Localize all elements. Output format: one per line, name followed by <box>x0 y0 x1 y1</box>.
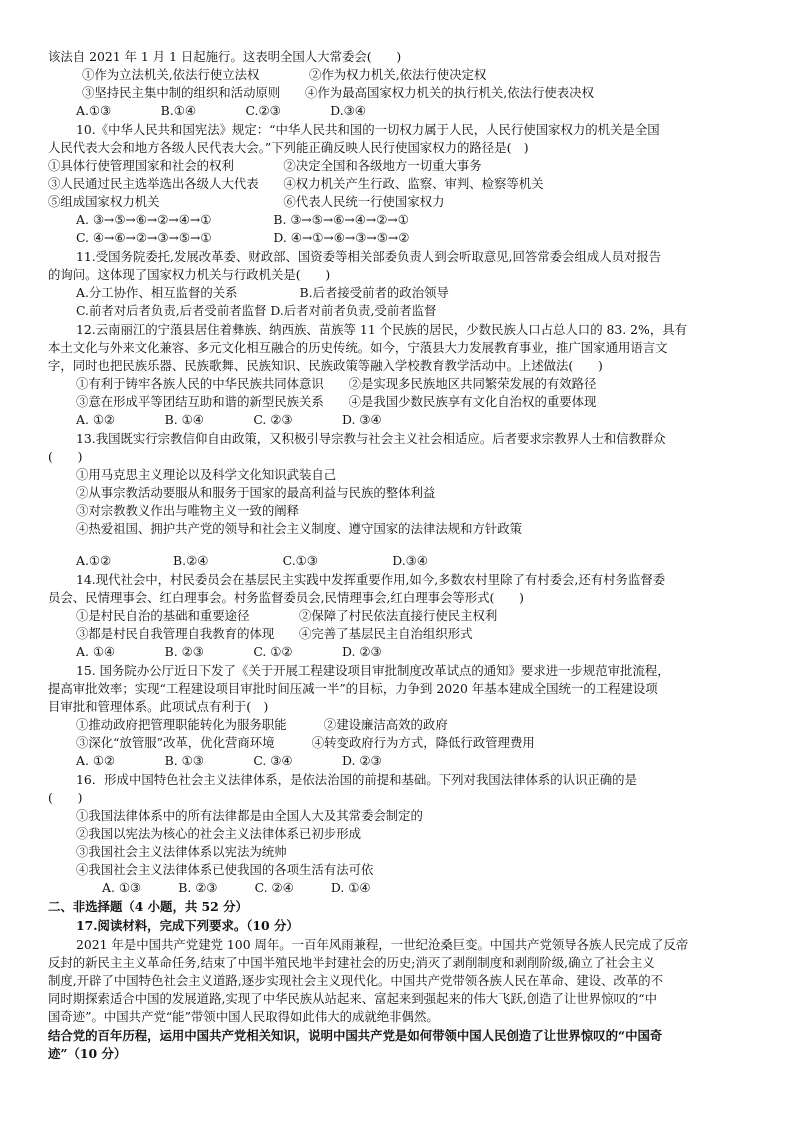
question-9-answers: A.①③ B.①④ C.②③ D.③④ <box>76 103 366 118</box>
question-14-answers: A. ①④ B. ②③ C. ①② D. ②③ <box>76 644 382 659</box>
question-15-stem-3: 目审批和管理体系。此项试点有利于( ) <box>48 699 269 714</box>
question-16-option-2: ②我国以宪法为核心的社会主义法律体系已初步形成 <box>76 826 361 841</box>
question-16-answers: A. ①③ B. ②③ C. ②④ D. ①④ <box>102 880 371 895</box>
question-11-answers-1: A.分工协作、相互监督的关系 B.后者接受前者的政治领导 <box>76 285 449 300</box>
question-9-options-row2: ③坚持民主集中制的组织和活动原则 ④作为最高国家权力机关的执行机关,依法行使表决权 <box>82 85 594 100</box>
question-17-requirement-2: 迹”（10 分） <box>48 1046 127 1061</box>
question-10-answers-2: C. ④→⑥→②→③→⑤→① D. ④→①→⑥→③→⑤→② <box>76 230 410 245</box>
question-15-option-row1: ①推动政府把管理职能转化为服务职能 ②建设廉洁高效的政府 <box>76 717 448 732</box>
question-14-option-row1: ①是村民自治的基础和重要途径 ②保障了村民依法直接行使民主权利 <box>76 608 498 623</box>
question-15-stem-1: 15. 国务院办公厅近日下发了《关于开展工程建设项目审批制度改革试点的通知》要求进一步规范审批流程， <box>76 663 670 678</box>
question-11-stem-2: 的询问。这体现了国家权力机关与行政机关是( ) <box>48 267 331 282</box>
question-14-stem-2: 员会、民情理事会、红白理事会。村务监督委员会,民情理事会,红白理事会等形式( ) <box>48 590 524 605</box>
question-13-option-1: ①用马克思主义理论以及科学文化知识武装自己 <box>76 467 337 482</box>
question-17-material-4: 同时期探索适合中国的发展道路,实现了中华民族从站起来、富起来到强起来的伟大飞跃,创造了让世界惊叹的“中 <box>48 991 657 1006</box>
question-12-answers: A. ①② B. ①④ C. ②③ D. ③④ <box>76 412 382 427</box>
question-9-options-row1: ①作为立法机关,依法行使立法权 ②作为权力机关,依法行使决定权 <box>82 67 487 82</box>
question-15-answers: A. ①② B. ①③ C. ③④ D. ②③ <box>76 753 382 768</box>
question-13-option-4: ④热爱祖国、拥护共产党的领导和社会主义制度、遵守国家的法律法规和方针政策 <box>76 521 523 536</box>
question-15-option-row2: ③深化“放管服”改革，优化营商环境 ④转变政府行为方式，降低行政管理费用 <box>76 735 535 750</box>
question-17-title: 17.阅读材料，完成下列要求。（10 分） <box>76 918 299 933</box>
question-10-answers-1: A. ③→⑤→⑥→②→④→① B. ③→⑤→⑥→④→②→① <box>76 212 409 227</box>
question-11-stem-1: 11.受国务院委托,发展改革委、财政部、国资委等相关部委负责人到会听取意见,回答常委会组成人员对报告 <box>76 249 662 264</box>
question-17-material-2: 反封的新民主主义革命任务,结束了中国半殖民地半封建社会的历史;消灭了剥削制度和剥削阶级,确立了社会主义 <box>48 955 655 970</box>
question-12-stem-2: 本土文化与外来文化兼容、多元文化相互融合的历史传统。如今，宁蒗县大力发展教育事业，推广国家通用语言文 <box>48 340 668 355</box>
question-17-material-5: 国奇迹”。中国共产党“能”带领中国人民取得如此伟大的成就绝非偶然。 <box>48 1009 439 1024</box>
question-12-option-row1: ①有利于铸牢各族人民的中华民族共同体意识 ②是实现多民族地区共同繁荣发展的有效路径 <box>76 376 597 391</box>
question-17-material-3: 制度,开辟了中国特色社会主义道路,逐步实现社会主义现代化。中国共产党带领各族人民在革命、建设、改革的不 <box>48 973 664 988</box>
question-17-requirement-1: 结合党的百年历程，运用中国共产党相关知识，说明中国共产党是如何带领中国人民创造了让世界惊叹的“中国奇 <box>48 1028 663 1043</box>
question-10-option-row3: ⑤组成国家权力机关 ⑥代表人民统一行使国家权力 <box>48 194 445 209</box>
question-13-option-3: ③对宗教教义作出与唯物主义一致的阐释 <box>76 503 300 518</box>
question-16-option-3: ③我国社会主义法律体系以宪法为统帅 <box>76 844 287 859</box>
question-13-answers: A.①② B.②④ C.①③ D.③④ <box>76 553 428 568</box>
question-10-option-row2: ③人民通过民主选举选出各级人大代表 ④权力机关产生行政、监察、审判、检察等机关 <box>48 176 544 191</box>
question-13-option-2: ②从事宗教活动要服从和服务于国家的最高利益与民族的整体利益 <box>76 485 436 500</box>
question-9-stem-end: 该法自 2021 年 1 月 1 日起施行。这表明全国人大常委会( ) <box>48 49 402 64</box>
question-12-stem-1: 12.云南丽江的宁蒗县居住着彝族、纳西族、苗族等 11 个民族的居民，少数民族人口占总人口的 83. 2%，具有 <box>76 322 687 337</box>
question-16-option-1: ①我国法律体系中的所有法律都是由全国人大及其常委会制定的 <box>76 808 423 823</box>
question-12-option-row2: ③意在形成平等团结互助和谐的新型民族关系 ④是我国少数民族享有文化自治权的重要体现 <box>76 394 597 409</box>
question-16-stem-2: ( ) <box>48 790 83 805</box>
question-13-stem-2: ( ) <box>48 449 83 464</box>
section-heading: 二、非选择题（4 小题，共 52 分） <box>48 899 248 914</box>
question-15-stem-2: 提高审批效率；实现“工程建设项目审批时间压减一半”的目标，力争到 2020 年基本建成全国统一的工程建设项 <box>48 681 658 696</box>
question-10-stem-2: 人民代表大会和地方各级人民代表大会。”下列能正确反映人民行使国家权力的路径是( ) <box>48 140 529 155</box>
question-16-option-4: ④我国社会主义法律体系已使我国的各项生活有法可依 <box>76 862 374 877</box>
question-14-stem-1: 14.现代社会中，村民委员会在基层民主实践中发挥重要作用,如今,多数农村里除了有村委会,还有村务监督委 <box>76 572 666 587</box>
question-10-stem-1: 10.《中华人民共和国宪法》规定：“中华人民共和国的一切权力属于人民，人民行使国家权力的机关是全国 <box>76 122 660 137</box>
question-11-answers-2: C.前者对后者负责,后者受前者监督 D.后者对前者负责,受前者监督 <box>76 303 437 318</box>
question-12-stem-3: 字，同时也把民族乐器、民族歌舞、民族知识、民族政策等融入学校教育教学活动中。上述做法( ) <box>48 358 603 373</box>
question-17-material-1: 2021 年是中国共产党建党 100 周年。一百年风雨兼程，一世纪沧桑巨变。中国共产党领导各族人民完成了反帝 <box>76 937 689 952</box>
question-10-option-row1: ①具体行使管理国家和社会的权利 ②决定全国和各级地方一切重大事务 <box>48 158 482 173</box>
question-14-option-row2: ③都是村民自我管理自我教育的体现 ④完善了基层民主自治组织形式 <box>76 626 473 641</box>
question-13-stem-1: 13.我国既实行宗教信仰自由政策，又积极引导宗教与社会主义社会相适应。后者要求宗教界人士和信教群众 <box>76 431 666 446</box>
question-16-stem-1: 16．形成中国特色社会主义法律体系，是依法治国的前提和基础。下列对我国法律体系的认识正确的是 <box>76 772 637 787</box>
